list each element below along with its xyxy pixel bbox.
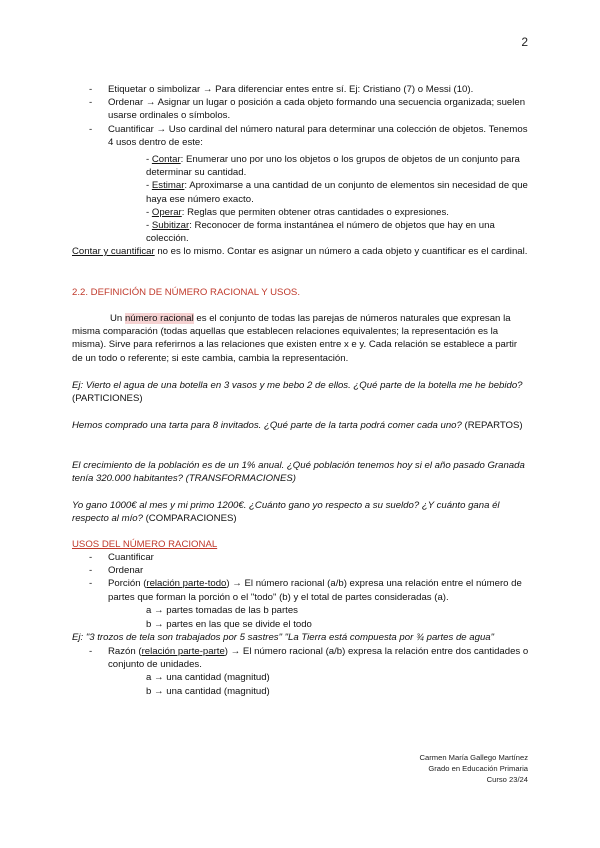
- sub-use-item: - Subitizar: Reconocer de forma instantánea el número de objetos que hay en una colección.: [146, 220, 495, 245]
- example-transformaciones: El crecimiento de la población es de un 1% anual. ¿Qué población tenemos hoy si el año pasado Granada tenía 320.000 habitantes? (TRANSFORMACIONES): [72, 460, 525, 485]
- porcion-b: b → partes en las que se divide el todo: [146, 619, 312, 630]
- list-item: - Ordenar → Asignar un lugar o posición a cada objeto formando una secuencia organizada; suelen usarse ordinales o símbolos.: [89, 96, 529, 122]
- uses-list: [89, 551, 529, 604]
- sub-use-item: - Estimar: Aproximarse a una cantidad de un conjunto de elementos sin necesidad de que haya ese número exacto.: [146, 180, 528, 205]
- porcion-a: a → partes tomadas de las b partes: [146, 605, 298, 616]
- list-item: - Porción (relación parte-todo) → El número racional (a/b) expresa una relación entre el número de partes que forman la porción o el "todo" (b) y el total de partes consideradas (a).: [89, 577, 529, 603]
- section-title: 2.2. DEFINICIÓN DE NÚMERO RACIONAL Y USOS.: [72, 287, 300, 298]
- list-item: - Cuantificar → Uso cardinal del número natural para determinar una colección de objetos. Tenemos 4 usos dentro de este:: [89, 123, 529, 149]
- degree: Grado en Educación Primaria: [428, 764, 528, 773]
- contar-note: Contar y cuantificar no es lo mismo. Contar es asignar un número a cada objeto y cuantificar es el cardinal.: [72, 246, 528, 257]
- highlighted-term: número racional: [124, 313, 194, 324]
- example-repartos: Hemos comprado una tarta para 8 invitados. ¿Qué parte de la tarta podrá comer cada uno? (REPARTOS): [72, 420, 523, 431]
- razon-a: a → una cantidad (magnitud): [146, 672, 270, 683]
- example-particiones: Ej: Vierto el agua de una botella en 3 vasos y me bebo 2 de ellos. ¿Qué parte de la botella me he bebido? (PARTICIONES): [72, 380, 523, 405]
- definition-paragraph: Un número racional es el conjunto de todas las parejas de números naturales que expresan la misma comparación (todas aquellas que establecen relaciones equivalentes; la representación es la misma). Sirve para referirnos a las relaciones que existen entre x e y. Cada relación se establece a partir de un todo o referente; si este cambia, cambia la representación.: [72, 313, 518, 364]
- sub-use-item: - Contar: Enumerar uno por uno los objetos o los grupos de objetos de un conjunto para determinar su cantidad.: [146, 154, 520, 179]
- razon-b: b → una cantidad (magnitud): [146, 686, 270, 697]
- uses-title: USOS DEL NÚMERO RACIONAL: [72, 539, 218, 550]
- page-number: 2: [521, 35, 528, 49]
- example-tela: Ej: "3 trozos de tela son trabajados por 5 sastres" "La Tierra está compuesta por ¾ partes de agua": [72, 632, 495, 643]
- footer: [420, 752, 528, 785]
- sub-use-item: - Operar: Reglas que permiten obtener otras cantidades o expresiones.: [146, 206, 449, 218]
- author-name: Carmen María Gallego Martínez: [419, 753, 528, 762]
- list-item: - Ordenar: [89, 564, 529, 577]
- sub-uses-list: [146, 153, 529, 245]
- example-comparaciones: Yo gano 1000€ al mes y mi primo 1200€. ¿Cuánto gano yo respecto a su sueldo? ¿Y cuánto gana él respecto al mío? (COMPARACIONES): [72, 500, 500, 525]
- top-list: [89, 83, 529, 149]
- list-item: - Etiquetar o simbolizar → Para diferenciar entes entre sí. Ej: Cristiano (7) o Messi (10).: [89, 83, 529, 96]
- list-item: - Cuantificar: [89, 551, 529, 564]
- razon-list: [89, 645, 529, 671]
- list-item: - Razón (relación parte-parte) → El número racional (a/b) expresa la relación entre dos cantidades o conjunto de unidades.: [89, 645, 529, 671]
- course: Curso 23/24: [486, 775, 528, 784]
